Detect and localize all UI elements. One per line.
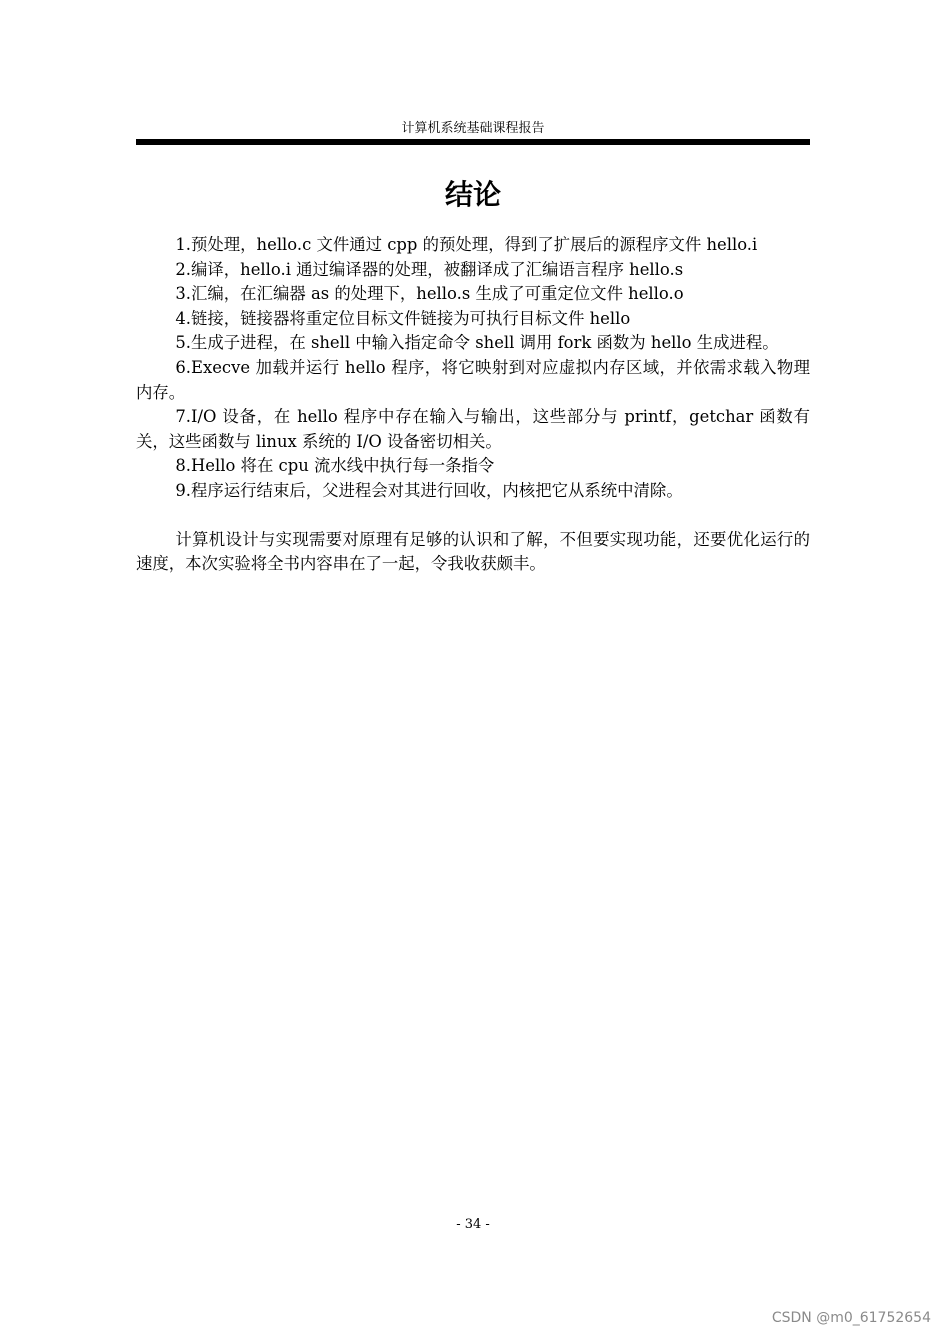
conclusion-item: 3.汇编，在汇编器 as 的处理下，hello.s 生成了可重定位文件 hello.o (175, 284, 684, 304)
conclusion-item: 9.程序运行结束后，父进程会对其进行回收，内核把它从系统中清除。 (175, 480, 683, 500)
chapter-title: 结论 (444, 178, 501, 211)
conclusion-item: 2.编译，hello.i 通过编译器的处理，被翻译成了汇编语言程序 hello.s (175, 259, 684, 279)
conclusion-item: 8.Hello 将在 cpu 流水线中执行每一条指令 (175, 456, 495, 476)
conclusion-item: 4.链接，链接器将重定位目标文件链接为可执行目标文件 hello (175, 308, 631, 328)
reflection-paragraph: 计算机设计与实现需要对原理有足够的认识和了解，不但要实现功能，还要优化运行的速度，本次实验将全书内容串在了一起，令我收获颇丰。 (136, 529, 810, 574)
header-rule (136, 139, 810, 145)
page-number: - 34 - (456, 1217, 490, 1232)
conclusion-item: 7.I/O 设备，在 hello 程序中存在输入与输出，这些部分与 printf，getchar 函数有关，这些函数与 linux 系统的 I/O 设备密切相关。 (136, 407, 810, 451)
running-header: 计算机系统基础课程报告 (401, 121, 545, 136)
conclusion-body (136, 233, 810, 577)
conclusion-item: 5.生成子进程，在 shell 中输入指定命令 shell 调用 fork 函数为 hello 生成进程。 (175, 333, 779, 353)
conclusion-item: 6.Execve 加载并运行 hello 程序，将它映射到对应虚拟内存区域，并依需求载入物理内存。 (136, 357, 810, 402)
paragraph-gap (136, 504, 810, 528)
watermark: CSDN @m0_61752654 (771, 1310, 931, 1326)
conclusion-item: 1.预处理，hello.c 文件通过 cpp 的预处理，得到了扩展后的源程序文件 hello.i (175, 235, 758, 254)
